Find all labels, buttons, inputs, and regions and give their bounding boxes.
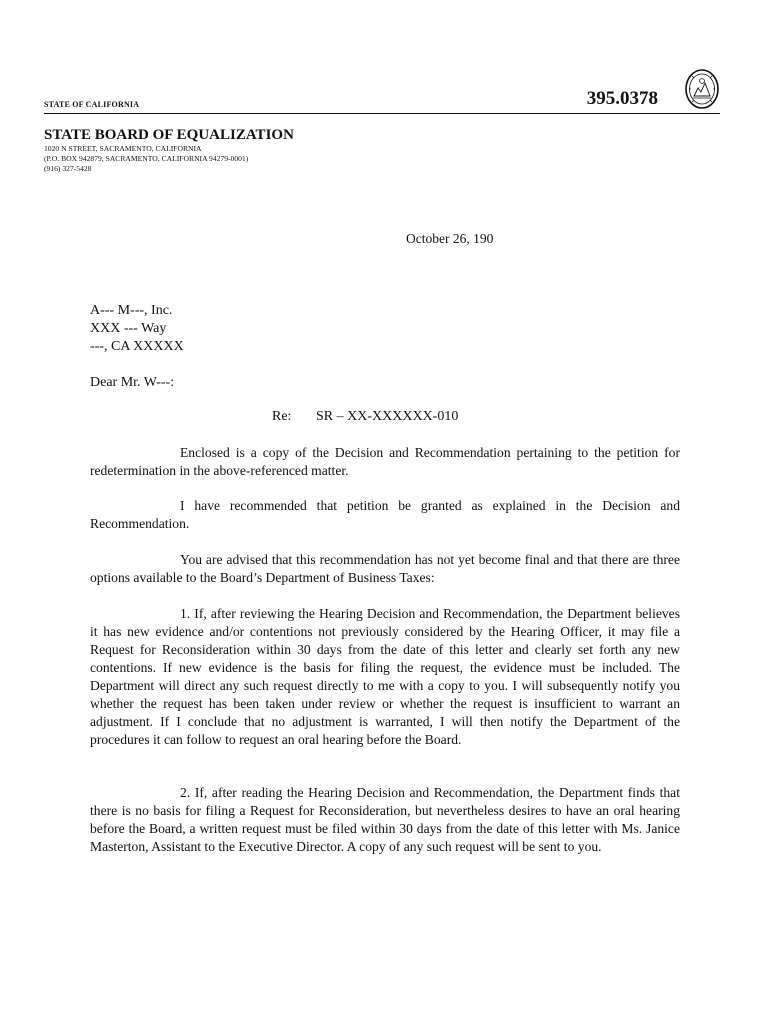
document-number: 395.0378 <box>586 88 658 109</box>
salutation: Dear Mr. W---: <box>90 375 175 390</box>
body-paragraph: Enclosed is a copy of the Decision and Recommendation pertaining to the petition for redetermination in the above-referenced matter. <box>90 445 680 478</box>
re-label: Re: <box>272 409 292 424</box>
agency-name: STATE BOARD OF EQUALIZATION <box>44 127 294 143</box>
option-paragraph: 2. If, after reading the Hearing Decision and Recommendation, the Department finds that there is no basis for filing a Request for Reconsideration, but nevertheless desires to have an oral hearing before the Board, a written request must be filed within 30 days from the date of this letter with Ms. Janice Masterton, Assistant to the Executive Director. A copy of any such request will be sent to you. <box>90 785 680 854</box>
body-paragraph: You are advised that this recommendation has not yet become final and that there are three options available to the Board’s Department of Business Taxes: <box>90 552 680 585</box>
header-divider <box>44 113 720 114</box>
phone-line: (916) 327-5428 <box>44 164 92 173</box>
option-paragraph: 1. If, after reviewing the Hearing Decision and Recommendation, the Department believes it has new evidence and/or contentions not previously considered by the Hearing Officer, it may file a Request for Reconsideration within 30 days from the date of this letter and clearly set forth any new contentions. If new evidence is the basis for filing the request, the evidence must be included. The Department will direct any such request directly to me with a copy to you. I will subsequently notify you whether the request has been taken under review or whether the request is insufficient to warrant an adjustment. If I conclude that no adjustment is warranted, I will then notify the Department of the procedures it can follow to request an oral hearing before the Board. <box>90 606 680 747</box>
recipient-line: A--- M---, Inc. <box>90 303 173 318</box>
state-label: STATE OF CALIFORNIA <box>44 100 140 109</box>
recipient-line: XXX --- Way <box>90 321 167 336</box>
re-reference: SR – XX-XXXXXX-010 <box>316 409 459 424</box>
recipient-line: ---, CA XXXXX <box>90 339 184 354</box>
address-line: (P.O. BOX 942879, SACRAMENTO, CALIFORNIA 94279-0001) <box>44 154 249 163</box>
state-seal-icon <box>684 68 720 110</box>
body-paragraph: I have recommended that petition be granted as explained in the Decision and Recommendation. <box>90 498 680 531</box>
letter-date: October 26, 190 <box>406 231 494 246</box>
address-line: 1020 N STREET, SACRAMENTO, CALIFORNIA <box>44 144 202 153</box>
